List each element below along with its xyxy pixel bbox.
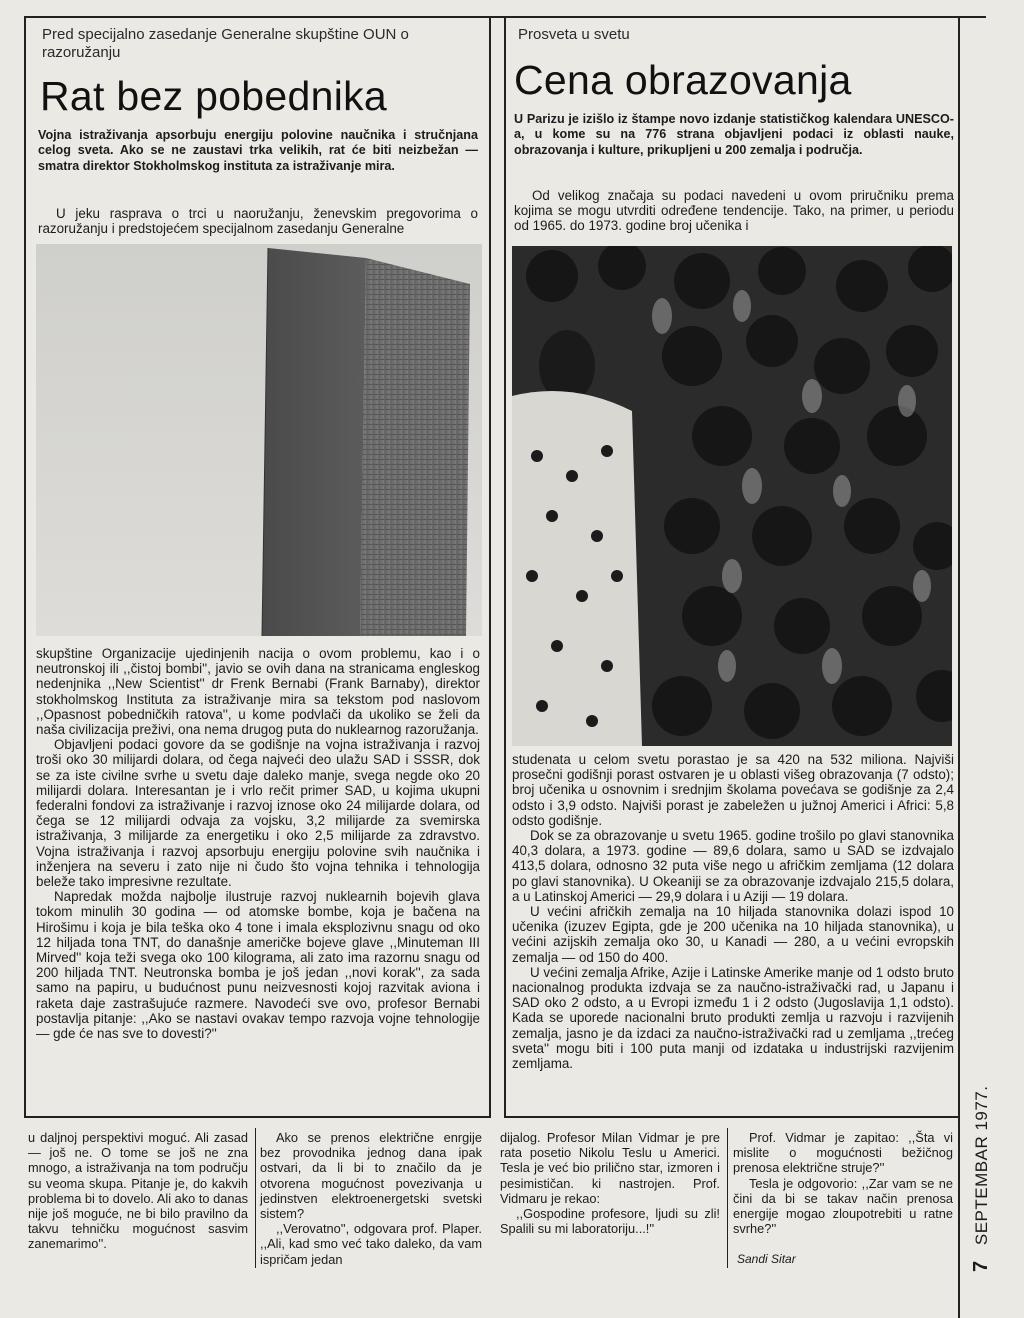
bottom-column-4-p2: Tesla je odgovorio: ,,Zar vam se ne čini da bi se takav način prenosa energije mogao zloupotrebiti u ratne svrhe?'': [733, 1175, 953, 1237]
left-intro-text: U jeku rasprava o trci u naoružanju, ženevskim pregovorima o razoružanju i predstojećem specijalnom zasedanju Generalne: [38, 206, 478, 237]
right-body-p1: studenata u celom svetu porastao je sa 420 na 532 miliona. Najviši prosečni godišnji porast ostvaren je u oblasti višeg obrazovanja (7 odsto); broj učenika u osnovnim i srednjim školama povećava se godišnje za 2,4 odsto i 3,9 odsto. Najviši porast je zabeležen u južnoj Americi i Africi: 5,8 odsto godišnje.: [512, 752, 954, 828]
children-image: [512, 246, 952, 746]
bottom-column-1-text: u daljnoj perspektivi moguć. Ali zasad — još ne. O tome se još ne zna mnogo, a istraživanja na tom području su veoma skupa. Pitanje je, do kakvih problema bi to dovelo. Ali ako to danas nije još moguće, ne bi bilo pravilno da takvu tehničku mogućnost sasvim zanemarimo''.: [28, 1130, 248, 1252]
right-body-p3: U većini afričkih zemalja na 10 hiljada stanovnika dolazi ispod 10 učenika (izuzev Egipta, gde je 200 učenika na 10 hiljada stanovnika), u većini azijskih zemalja oko 30, u Kanadi — 280, a u većini evropskih zemalja — od 150 do 400.: [512, 904, 954, 965]
left-box-right-rule: [489, 16, 491, 1116]
right-body: [512, 752, 954, 1071]
left-box-bottom-rule: [24, 1116, 491, 1118]
children-photo: [512, 246, 952, 746]
left-body: [36, 646, 480, 1041]
page-folio: [970, 1086, 993, 1272]
left-box-left-rule: [24, 16, 26, 1116]
right-box-bottom-rule: [504, 1116, 960, 1118]
left-body-p2: Objavljeni podaci govore da se godišnje na vojna istraživanja i razvoj troši oko 30 milijardi dolara, od čega najveći deo ulažu SAD i SSSR, dok se za iste civilne svrhe u svetu daje daleko manje, svega negde oko 20 milijardi dolara. Interesantan je i vrlo rečit primer SAD, u kojima ukupni federalni fondovi za istraživanje i razvoj iznose oko 24 milijarde dolara, od čega se 12 milijardi odvaja za vojsku, 3,2 milijarde za svemirska istraživanja, 3 milijarde za energetiku i oko 2,5 milijarde za zdravstvo. Vojna istraživanja i razvoj apsorbuju energiju polovine svih naučnika i inženjera na severu i zato nije ni čudo što vojna tehnika i tehnologija beleže tako impresivne rezultate.: [36, 737, 480, 890]
right-intro: [514, 188, 954, 234]
un-building-image: [36, 244, 482, 636]
bottom-column-3-quote: ,,Gospodine profesore, ljudi su zli! Spalili su mi laboratoriju...!'': [500, 1206, 720, 1237]
author-signature: Sandi Sitar: [737, 1252, 796, 1266]
issue-date: SEPTEMBAR 1977.: [972, 1085, 991, 1246]
right-body-p4: U većini zemalja Afrike, Azije i Latinske Amerike manje od 1 odsto bruto nacionalnog produkta izdvaja se za naučno-istraživački rad, u Japanu i SAD oko 2 odsto, a u Evropi između 1 i 2 odsto (Jugoslavija 1,1 odsto). Kada se uporede nacionalni bruto produkti zemlja u razvoju i razvijenih zemalja, jasno je da izdaci za naučno-istraživački rad u zemljama ,,trećeg sveta'' mogu biti i 100 puta manji od izdataka u industrijski razvijenim zemljama.: [512, 964, 954, 1072]
left-body-p3: Napredak možda najbolje ilustruje razvoj nuklearnih bojevih glava tokom minulih 30 godina — od atomske bombe, koja je bačena na Hirošimu i koja je bila teška oko 4 tone i imala eksplozivnu snagu od oko 12 hiljada tona TNT, do današnje američke bojeve glave ,,Minuteman III Mirved'' koja teži svega oko 100 kilograma, ali zato ima razornu snagu od 200 hiljada TNT. Neutronska bomba je još jedan ,,novi korak'', za sada samo na papiru, u budućnost punu neizvesnosti kojoj razvitak aviona i raketa daje zastrašujuće razmere. Navodeći sve ovo, profesor Bernabi postavlja pitanje: ,,Ako se nastavi ovakav tempo razvoja vojne tehnologije — gde će nas sve to dovesti?'': [36, 889, 480, 1042]
outer-right-rule: [958, 16, 960, 1318]
right-lead: U Parizu je izišlo iz štampe novo izdanje statističkog kalendara UNESCO-a, u kome su na 776 strana objavljeni podaci iz oblasti nauke, obrazovanja i kulture, prikupljeni u 200 zemalja i područja.: [514, 112, 954, 157]
bottom-col-divider-1: [255, 1128, 256, 1268]
un-building-photo: [36, 244, 482, 636]
right-body-p2: Dok se za obrazovanje u svetu 1965. godine trošilo po glavi stanovnika 40,3 dolara, a 1973. godine — 89,6 dolara, samo u SAD se izdvajalo 413,5 dolara, odnosno 32 puta više nego u afričkim zemljama (12 dolara po glavi stanovnika). U Okeaniji se za obrazovanje izdvajalo 215,5 dolara, a u Latinskoj Americi — 29,9 dolara i u Aziji — 19 dolara.: [512, 828, 954, 904]
bottom-column-1: [28, 1130, 248, 1252]
right-box-left-rule: [504, 16, 506, 1116]
bottom-column-3-text: dijalog. Profesor Milan Vidmar je pre rata posetio Nikolu Teslu u Americi. Tesla je već bio prilično star, izmoren i pesimističan. ki nastrojen. Prof. Vidmaru je rekao:: [500, 1130, 720, 1206]
right-kicker: Prosveta u svetu: [518, 26, 630, 43]
page-number: 7: [970, 1260, 992, 1272]
bottom-column-4-p1: Prof. Vidmar je zapitao: ,,Šta vi mislite o mogućnosti bežičnog prenosa električne struje?'': [733, 1130, 953, 1176]
bottom-col-divider-3: [727, 1128, 728, 1268]
left-lead: Vojna istraživanja apsorbuju energiju polovine naučnika i stručnjana celog sveta. Ako se ne zaustavi trka velikih, rat će biti neizbežan — smatra direktor Stokholmskog instituta za istraživanje mira.: [38, 128, 478, 173]
bottom-column-4: [733, 1130, 953, 1236]
bottom-column-2-p2: ,,Verovatno'', odgovara prof. Plaper. ,,Ali, kad smo već tako daleko, da vam ispričam jedan: [260, 1221, 482, 1267]
bottom-column-3: [500, 1130, 720, 1236]
left-body-p1: skupštine Organizacije ujedinjenih nacija o ovom problemu, kao i o neutronskoj ili ,,čistoj bombi'', javio se ovih dana na stranicama engleskog nedenjnika ,,New Scientist'' dr Frenk Bernabi (Frank Barnaby), direktor stokholmskog Instituta za istraživanje mira sa tekstom pod naslovom ,,Opasnost pobedničkih ratova'', u kome podvlači da ukoliko se želi da naša civilizacija preživi, ona nema drugog puta do nuklearnog razoružanja.: [36, 646, 480, 738]
left-kicker: Pred specijalno zasedanje Generalne skupštine OUN o razoružanju: [42, 26, 409, 61]
left-headline: Rat bez pobednika: [40, 73, 388, 119]
bottom-column-2: [260, 1130, 482, 1267]
left-intro: [38, 206, 478, 236]
bottom-column-2-p1: Ako se prenos električne enrgije bez provodnika jednog dana ipak ostvari, da li bi to značilo da je otvorena mogućnost povezivanja u jedinstven elektroenergetski svetski sistem?: [260, 1130, 482, 1222]
right-headline: Cena obrazovanja: [514, 57, 852, 103]
right-intro-text: Od velikog značaja su podaci navedeni u ovom priručniku prema kojima se mogu utvrditi određene tendencije. Tako, na primer, u periodu od 1965. do 1973. godine broj učenika i: [514, 188, 954, 234]
